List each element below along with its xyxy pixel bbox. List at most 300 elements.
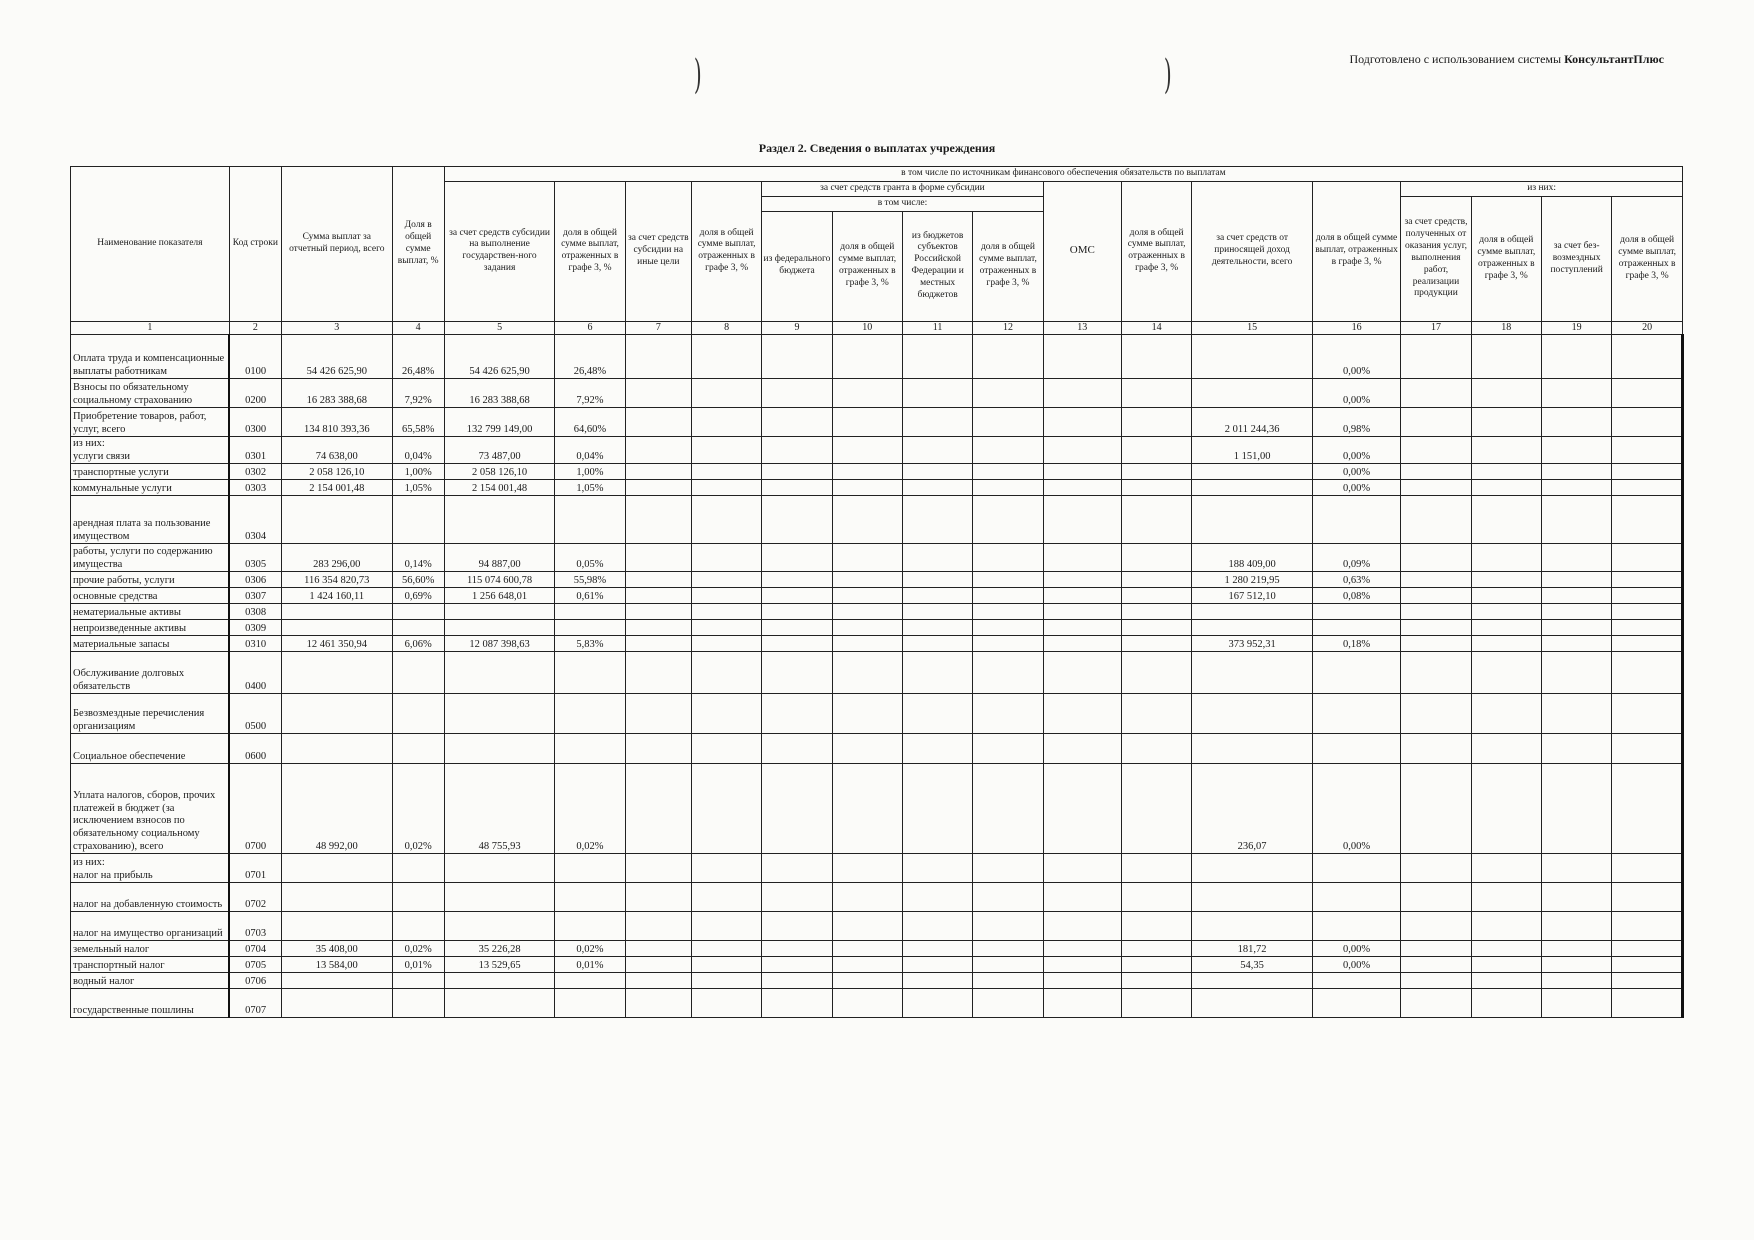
cell-col-7: [625, 620, 691, 636]
row-code: 0703: [229, 912, 281, 941]
cell-col-5: 2 154 001,48: [444, 480, 555, 496]
column-number: 8: [691, 321, 761, 335]
cell-col-8: [691, 734, 761, 764]
cell-col-10: [832, 652, 902, 694]
cell-col-13: [1043, 464, 1121, 480]
header-c13: ОМС: [1043, 181, 1121, 321]
row-code: 0302: [229, 464, 281, 480]
cell-col-20: [1612, 883, 1683, 912]
column-number: 19: [1541, 321, 1611, 335]
cell-col-16: [1312, 883, 1400, 912]
cell-col-3: 116 354 820,73: [282, 572, 393, 588]
cell-col-14: [1121, 973, 1191, 989]
cell-col-8: [691, 572, 761, 588]
cell-col-19: [1541, 973, 1611, 989]
row-name: транспортный налог: [71, 957, 230, 973]
cell-col-9: [762, 437, 832, 464]
column-number: 12: [973, 321, 1043, 335]
cell-col-9: [762, 734, 832, 764]
cell-col-4: 1,00%: [392, 464, 444, 480]
cell-col-17: [1401, 572, 1471, 588]
cell-col-6: [555, 854, 625, 883]
row-name: прочие работы, услуги: [71, 572, 230, 588]
cell-col-12: [973, 480, 1043, 496]
cell-col-20: [1612, 480, 1683, 496]
header-c5: за счет средств субсидии на выполнение государствен-ного задания: [444, 181, 555, 321]
cell-col-4: [392, 652, 444, 694]
cell-col-7: [625, 588, 691, 604]
cell-col-5: 73 487,00: [444, 437, 555, 464]
cell-col-6: 55,98%: [555, 572, 625, 588]
column-number: 7: [625, 321, 691, 335]
table-row: [71, 408, 1683, 437]
cell-col-11: [902, 544, 972, 572]
cell-col-8: [691, 408, 761, 437]
cell-col-18: [1471, 734, 1541, 764]
cell-col-19: [1541, 480, 1611, 496]
cell-col-12: [973, 437, 1043, 464]
table-row: [71, 636, 1683, 652]
column-number: 6: [555, 321, 625, 335]
cell-col-14: [1121, 544, 1191, 572]
table-row: [71, 437, 1683, 464]
cell-col-3: [282, 883, 393, 912]
cell-col-18: [1471, 912, 1541, 941]
cell-col-16: 0,00%: [1312, 957, 1400, 973]
cell-col-10: [832, 620, 902, 636]
column-number: 17: [1401, 321, 1471, 335]
cell-col-3: 74 638,00: [282, 437, 393, 464]
cell-col-10: [832, 408, 902, 437]
cell-col-20: [1612, 437, 1683, 464]
cell-col-20: [1612, 854, 1683, 883]
cell-col-13: [1043, 544, 1121, 572]
cell-col-19: [1541, 912, 1611, 941]
cell-col-14: [1121, 620, 1191, 636]
cell-col-15: [1192, 854, 1313, 883]
cell-col-9: [762, 335, 832, 379]
cell-col-17: [1401, 636, 1471, 652]
cell-col-16: 0,00%: [1312, 941, 1400, 957]
cell-col-19: [1541, 941, 1611, 957]
cell-col-8: [691, 957, 761, 973]
cell-col-3: 35 408,00: [282, 941, 393, 957]
cell-col-20: [1612, 604, 1683, 620]
cell-col-12: [973, 636, 1043, 652]
table-row: [71, 379, 1683, 408]
cell-col-7: [625, 544, 691, 572]
cell-col-6: [555, 496, 625, 544]
table-row: [71, 652, 1683, 694]
cell-col-13: [1043, 437, 1121, 464]
cell-col-5: 1 256 648,01: [444, 588, 555, 604]
cell-col-4: 65,58%: [392, 408, 444, 437]
cell-col-8: [691, 989, 761, 1018]
cell-col-13: [1043, 694, 1121, 734]
cell-col-20: [1612, 464, 1683, 480]
header-c16: доля в общей сумме выплат, отраженных в графе 3, %: [1312, 181, 1400, 321]
cell-col-11: [902, 854, 972, 883]
cell-col-6: 7,92%: [555, 379, 625, 408]
cell-col-4: [392, 604, 444, 620]
header-code: Код строки: [229, 167, 281, 322]
cell-col-18: [1471, 572, 1541, 588]
cell-col-9: [762, 957, 832, 973]
header-c19: за счет без-возмездных поступлений: [1541, 196, 1611, 321]
column-number: 10: [832, 321, 902, 335]
cell-col-8: [691, 544, 761, 572]
cell-col-8: [691, 620, 761, 636]
cell-col-8: [691, 437, 761, 464]
cell-col-5: 12 087 398,63: [444, 636, 555, 652]
column-number: 18: [1471, 321, 1541, 335]
row-code: 0702: [229, 883, 281, 912]
cell-col-12: [973, 764, 1043, 854]
header-c18: доля в общей сумме выплат, отраженных в графе 3, %: [1471, 196, 1541, 321]
cell-col-12: [973, 941, 1043, 957]
cell-col-3: [282, 734, 393, 764]
cell-col-10: [832, 588, 902, 604]
table-row: [71, 572, 1683, 588]
cell-col-7: [625, 854, 691, 883]
cell-col-16: [1312, 652, 1400, 694]
cell-col-15: [1192, 652, 1313, 694]
cell-col-12: [973, 496, 1043, 544]
cell-col-18: [1471, 496, 1541, 544]
cell-col-12: [973, 989, 1043, 1018]
cell-col-9: [762, 883, 832, 912]
cell-col-13: [1043, 989, 1121, 1018]
cell-col-16: 0,98%: [1312, 408, 1400, 437]
cell-col-3: 283 296,00: [282, 544, 393, 572]
row-code: 0100: [229, 335, 281, 379]
header-name: Наименование показателя: [71, 167, 230, 322]
table-row: [71, 588, 1683, 604]
cell-col-19: [1541, 496, 1611, 544]
cell-col-13: [1043, 764, 1121, 854]
cell-col-18: [1471, 437, 1541, 464]
cell-col-13: [1043, 620, 1121, 636]
cell-col-11: [902, 973, 972, 989]
cell-col-11: [902, 734, 972, 764]
table-row: [71, 973, 1683, 989]
cell-col-9: [762, 544, 832, 572]
cell-col-5: 115 074 600,78: [444, 572, 555, 588]
row-name: государственные пошлины: [71, 989, 230, 1018]
row-name: арендная плата за пользование имуществом: [71, 496, 230, 544]
cell-col-17: [1401, 480, 1471, 496]
column-number: 11: [902, 321, 972, 335]
header-c14: доля в общей сумме выплат, отраженных в графе 3, %: [1121, 181, 1191, 321]
cell-col-12: [973, 973, 1043, 989]
column-number: 13: [1043, 321, 1121, 335]
cell-col-4: 1,05%: [392, 480, 444, 496]
header-total: Сумма выплат за отчетный период, всего: [282, 167, 393, 322]
cell-col-13: [1043, 604, 1121, 620]
cell-col-7: [625, 989, 691, 1018]
cell-col-6: 0,61%: [555, 588, 625, 604]
cell-col-7: [625, 496, 691, 544]
header-c11: из бюджетов субъектов Российской Федерации и местных бюджетов: [902, 211, 972, 321]
table-row: [71, 854, 1683, 883]
cell-col-8: [691, 973, 761, 989]
header-share: Доля в общей сумме выплат, %: [392, 167, 444, 322]
cell-col-20: [1612, 544, 1683, 572]
cell-col-8: [691, 335, 761, 379]
cell-col-18: [1471, 620, 1541, 636]
cell-col-19: [1541, 604, 1611, 620]
cell-col-17: [1401, 408, 1471, 437]
cell-col-3: 12 461 350,94: [282, 636, 393, 652]
cell-col-19: [1541, 636, 1611, 652]
cell-col-18: [1471, 604, 1541, 620]
cell-col-12: [973, 335, 1043, 379]
cell-col-16: 0,00%: [1312, 764, 1400, 854]
cell-col-7: [625, 652, 691, 694]
cell-col-20: [1612, 379, 1683, 408]
row-name: из них: услуги связи: [71, 437, 230, 464]
cell-col-4: 0,04%: [392, 437, 444, 464]
cell-col-7: [625, 437, 691, 464]
header-c8: доля в общей сумме выплат, отраженных в графе 3, %: [691, 181, 761, 321]
cell-col-8: [691, 912, 761, 941]
cell-col-17: [1401, 544, 1471, 572]
cell-col-9: [762, 652, 832, 694]
row-name: Обслуживание долговых обязательств: [71, 652, 230, 694]
cell-col-20: [1612, 588, 1683, 604]
cell-col-10: [832, 854, 902, 883]
cell-col-17: [1401, 734, 1471, 764]
cell-col-20: [1612, 989, 1683, 1018]
table-row: [71, 957, 1683, 973]
cell-col-13: [1043, 496, 1121, 544]
cell-col-15: [1192, 989, 1313, 1018]
cell-col-5: 16 283 388,68: [444, 379, 555, 408]
cell-col-15: [1192, 883, 1313, 912]
cell-col-10: [832, 694, 902, 734]
cell-col-7: [625, 957, 691, 973]
cell-col-16: [1312, 973, 1400, 989]
cell-col-19: [1541, 957, 1611, 973]
cell-col-16: 0,00%: [1312, 335, 1400, 379]
cell-col-13: [1043, 572, 1121, 588]
cell-col-18: [1471, 854, 1541, 883]
column-number: 2: [229, 321, 281, 335]
row-name: Приобретение товаров, работ, услуг, всего: [71, 408, 230, 437]
cell-col-20: [1612, 408, 1683, 437]
cell-col-18: [1471, 957, 1541, 973]
cell-col-4: [392, 989, 444, 1018]
table-row: [71, 941, 1683, 957]
cell-col-10: [832, 335, 902, 379]
cell-col-10: [832, 480, 902, 496]
cell-col-6: 0,02%: [555, 941, 625, 957]
cell-col-17: [1401, 464, 1471, 480]
cell-col-16: 0,00%: [1312, 480, 1400, 496]
cell-col-16: 0,00%: [1312, 437, 1400, 464]
cell-col-5: [444, 883, 555, 912]
cell-col-20: [1612, 941, 1683, 957]
cell-col-16: 0,18%: [1312, 636, 1400, 652]
column-number: 14: [1121, 321, 1191, 335]
row-code: 0700: [229, 764, 281, 854]
cell-col-20: [1612, 973, 1683, 989]
cell-col-19: [1541, 694, 1611, 734]
cell-col-3: 48 992,00: [282, 764, 393, 854]
cell-col-4: [392, 883, 444, 912]
row-code: 0304: [229, 496, 281, 544]
cell-col-19: [1541, 652, 1611, 694]
cell-col-5: 13 529,65: [444, 957, 555, 973]
row-name: Оплата труда и компенсационные выплаты работникам: [71, 335, 230, 379]
row-code: 0308: [229, 604, 281, 620]
cell-col-5: 132 799 149,00: [444, 408, 555, 437]
cell-col-8: [691, 379, 761, 408]
cell-col-15: 236,07: [1192, 764, 1313, 854]
cell-col-14: [1121, 588, 1191, 604]
row-name: водный налог: [71, 973, 230, 989]
cell-col-9: [762, 620, 832, 636]
cell-col-19: [1541, 437, 1611, 464]
cell-col-16: [1312, 620, 1400, 636]
cell-col-11: [902, 335, 972, 379]
row-code: 0305: [229, 544, 281, 572]
cell-col-7: [625, 912, 691, 941]
cell-col-11: [902, 652, 972, 694]
table-row: [71, 694, 1683, 734]
cell-col-17: [1401, 957, 1471, 973]
cell-col-13: [1043, 912, 1121, 941]
cell-col-15: 1 280 219,95: [1192, 572, 1313, 588]
row-name: Безвозмездные перечисления организациям: [71, 694, 230, 734]
cell-col-11: [902, 941, 972, 957]
row-name: нематериальные активы: [71, 604, 230, 620]
cell-col-10: [832, 989, 902, 1018]
cell-col-5: [444, 989, 555, 1018]
column-number: 16: [1312, 321, 1400, 335]
cell-col-7: [625, 734, 691, 764]
cell-col-14: [1121, 694, 1191, 734]
cell-col-17: [1401, 854, 1471, 883]
payments-table: [70, 166, 1684, 1018]
cell-col-8: [691, 854, 761, 883]
header-c9: из федерального бюджета: [762, 211, 832, 321]
header-c10: доля в общей сумме выплат, отраженных в графе 3, %: [832, 211, 902, 321]
cell-col-16: [1312, 912, 1400, 941]
cell-col-9: [762, 604, 832, 620]
cell-col-19: [1541, 588, 1611, 604]
cell-col-15: [1192, 379, 1313, 408]
cell-col-11: [902, 620, 972, 636]
header-group-incl: в том числе:: [762, 196, 1043, 211]
cell-col-10: [832, 572, 902, 588]
cell-col-14: [1121, 408, 1191, 437]
cell-col-4: 26,48%: [392, 335, 444, 379]
cell-col-20: [1612, 734, 1683, 764]
cell-col-6: [555, 734, 625, 764]
cell-col-20: [1612, 572, 1683, 588]
cell-col-15: [1192, 496, 1313, 544]
cell-col-11: [902, 496, 972, 544]
cell-col-19: [1541, 989, 1611, 1018]
cell-col-11: [902, 636, 972, 652]
cell-col-9: [762, 989, 832, 1018]
cell-col-3: [282, 973, 393, 989]
cell-col-11: [902, 989, 972, 1018]
cell-col-8: [691, 604, 761, 620]
cell-col-3: [282, 694, 393, 734]
header-group-sources: в том числе по источникам финансового обеспечения обязательств по выплатам: [444, 167, 1682, 182]
row-code: 0707: [229, 989, 281, 1018]
column-number: 9: [762, 321, 832, 335]
cell-col-4: [392, 620, 444, 636]
cell-col-7: [625, 764, 691, 854]
cell-col-5: [444, 694, 555, 734]
cell-col-10: [832, 973, 902, 989]
table-row: [71, 544, 1683, 572]
row-code: 0300: [229, 408, 281, 437]
cell-col-20: [1612, 636, 1683, 652]
table-row: [71, 604, 1683, 620]
cell-col-11: [902, 572, 972, 588]
cell-col-12: [973, 464, 1043, 480]
cell-col-16: 0,08%: [1312, 588, 1400, 604]
cell-col-13: [1043, 335, 1121, 379]
cell-col-11: [902, 588, 972, 604]
cell-col-14: [1121, 734, 1191, 764]
cell-col-6: 0,04%: [555, 437, 625, 464]
cell-col-13: [1043, 734, 1121, 764]
cell-col-15: [1192, 335, 1313, 379]
cell-col-3: 134 810 393,36: [282, 408, 393, 437]
cell-col-12: [973, 912, 1043, 941]
cell-col-6: 1,05%: [555, 480, 625, 496]
cell-col-14: [1121, 604, 1191, 620]
row-name: Взносы по обязательному социальному страхованию: [71, 379, 230, 408]
cell-col-12: [973, 883, 1043, 912]
cell-col-9: [762, 941, 832, 957]
cell-col-7: [625, 464, 691, 480]
cell-col-10: [832, 496, 902, 544]
cell-col-6: [555, 973, 625, 989]
row-code: 0706: [229, 973, 281, 989]
cell-col-18: [1471, 941, 1541, 957]
cell-col-13: [1043, 408, 1121, 437]
cell-col-8: [691, 652, 761, 694]
cell-col-11: [902, 408, 972, 437]
cell-col-17: [1401, 652, 1471, 694]
cell-col-17: [1401, 335, 1471, 379]
cell-col-16: [1312, 734, 1400, 764]
cell-col-6: 5,83%: [555, 636, 625, 652]
cell-col-19: [1541, 464, 1611, 480]
header-group-ofthem: из них:: [1401, 181, 1683, 196]
cell-col-3: [282, 652, 393, 694]
cell-col-4: 56,60%: [392, 572, 444, 588]
cell-col-5: 35 226,28: [444, 941, 555, 957]
cell-col-4: 0,14%: [392, 544, 444, 572]
cell-col-5: [444, 854, 555, 883]
section-title: Раздел 2. Сведения о выплатах учреждения: [758, 141, 996, 155]
cell-col-15: [1192, 734, 1313, 764]
cell-col-4: [392, 734, 444, 764]
column-numbers-row: [71, 321, 1683, 335]
cell-col-10: [832, 604, 902, 620]
cell-col-7: [625, 883, 691, 912]
cell-col-8: [691, 764, 761, 854]
cell-col-11: [902, 957, 972, 973]
table-row: [71, 496, 1683, 544]
